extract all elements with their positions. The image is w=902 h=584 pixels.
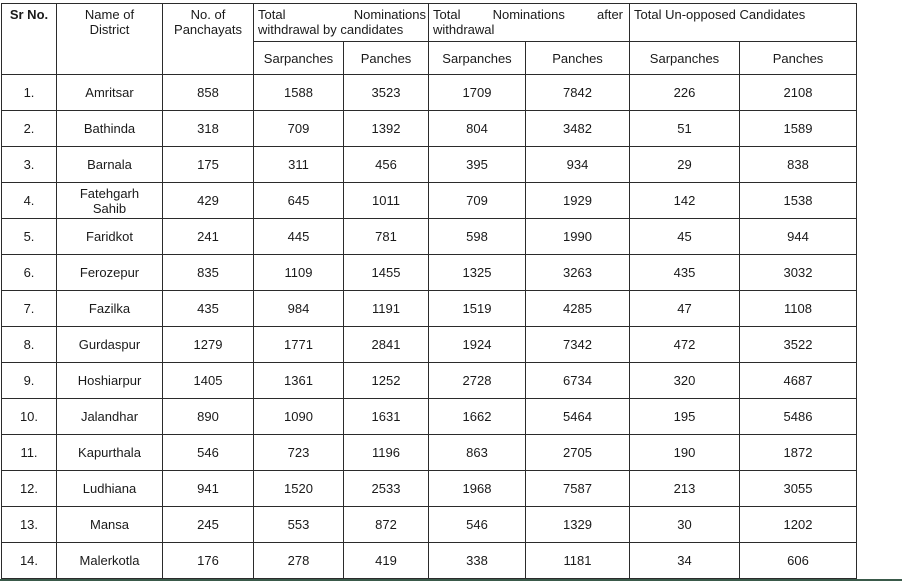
table-row [2,363,857,399]
district-header [57,4,163,75]
unopposed-panches-header: Panches [740,42,857,75]
after-panches-cell: 3482 [526,111,630,147]
after-sarpanches-cell: 1924 [429,327,526,363]
withdrawal-sarpanches-cell: 645 [254,183,344,219]
panchayats-cell: 835 [163,255,254,291]
withdrawal-panches-cell: 1392 [344,111,429,147]
after-sarpanches-cell: 546 [429,507,526,543]
table-row [2,255,857,291]
after-panches-cell: 7842 [526,75,630,111]
district-cell: Mansa [57,507,163,543]
after-header-word-nominations: Nominations [492,7,565,22]
sr-no-cell: 6. [2,255,57,291]
after-sarpanches-cell: 1662 [429,399,526,435]
unopposed-sarpanches-cell: 195 [630,399,740,435]
unopposed-panches-cell: 1538 [740,183,857,219]
withdrawal-panches-cell: 1196 [344,435,429,471]
after-panches-cell: 1990 [526,219,630,255]
after-sarpanches-cell: 598 [429,219,526,255]
unopposed-panches-cell: 1872 [740,435,857,471]
sr-no-cell: 2. [2,111,57,147]
after-sarpanches-cell: 2728 [429,363,526,399]
withdrawal-panches-cell: 1631 [344,399,429,435]
unopposed-sarpanches-cell: 34 [630,543,740,579]
unopposed-sarpanches-cell: 213 [630,471,740,507]
sr-no-cell: 14. [2,543,57,579]
after-sarpanches-cell: 709 [429,183,526,219]
withdrawal-panches-header: Panches [344,42,429,75]
panchayats-header [163,4,254,75]
withdrawal-sarpanches-cell: 278 [254,543,344,579]
nominations-table [1,3,857,579]
panchayats-cell: 176 [163,543,254,579]
unopposed-sarpanches-cell: 435 [630,255,740,291]
withdrawal-sarpanches-cell: 984 [254,291,344,327]
district-header-line1: Name of [84,7,135,22]
district-cell: Faridkot [57,219,163,255]
withdrawal-group-header [254,4,429,42]
after-panches-cell: 5464 [526,399,630,435]
after-panches-header: Panches [526,42,630,75]
withdrawal-sarpanches-cell: 709 [254,111,344,147]
after-sarpanches-cell: 1968 [429,471,526,507]
sr-no-cell: 5. [2,219,57,255]
panchayats-cell: 318 [163,111,254,147]
table-row [2,291,857,327]
unopposed-sarpanches-cell: 51 [630,111,740,147]
district-cell: Fatehgarh Sahib [57,183,163,219]
unopposed-sarpanches-cell: 142 [630,183,740,219]
unopposed-sarpanches-cell: 320 [630,363,740,399]
withdrawal-panches-cell: 456 [344,147,429,183]
sr-no-cell: 7. [2,291,57,327]
panchayats-cell: 890 [163,399,254,435]
sr-no-cell: 13. [2,507,57,543]
after-sarpanches-cell: 338 [429,543,526,579]
withdrawal-sarpanches-cell: 1588 [254,75,344,111]
withdrawal-sarpanches-cell: 445 [254,219,344,255]
after-withdrawal-group-header [429,4,630,42]
withdrawal-panches-cell: 2841 [344,327,429,363]
unopposed-sarpanches-cell: 47 [630,291,740,327]
table-row [2,435,857,471]
sr-no-cell: 11. [2,435,57,471]
after-sarpanches-cell: 1519 [429,291,526,327]
unopposed-panches-cell: 3522 [740,327,857,363]
withdrawal-panches-cell: 1455 [344,255,429,291]
district-cell: Gurdaspur [57,327,163,363]
unopposed-group-header: Total Un-opposed Candidates [630,4,857,42]
table-body [2,75,857,579]
after-panches-cell: 1929 [526,183,630,219]
after-sarpanches-cell: 804 [429,111,526,147]
withdrawal-header-line2: withdrawal by candidates [258,22,404,37]
table-row [2,183,857,219]
after-sarpanches-cell: 1709 [429,75,526,111]
unopposed-panches-cell: 5486 [740,399,857,435]
withdrawal-panches-cell: 2533 [344,471,429,507]
bottom-rule [0,579,902,581]
district-cell: Barnala [57,147,163,183]
sr-no-cell: 12. [2,471,57,507]
table-row [2,75,857,111]
unopposed-panches-cell: 1589 [740,111,857,147]
panchayats-cell: 546 [163,435,254,471]
after-panches-cell: 6734 [526,363,630,399]
sr-no-cell: 3. [2,147,57,183]
unopposed-panches-cell: 2108 [740,75,857,111]
withdrawal-panches-cell: 1191 [344,291,429,327]
table-row [2,327,857,363]
after-panches-cell: 7342 [526,327,630,363]
withdrawal-panches-cell: 419 [344,543,429,579]
sr-no-cell: 1. [2,75,57,111]
withdrawal-sarpanches-cell: 1090 [254,399,344,435]
after-panches-cell: 4285 [526,291,630,327]
district-cell: Ferozepur [57,255,163,291]
sr-no-cell: 4. [2,183,57,219]
after-panches-cell: 934 [526,147,630,183]
after-sarpanches-header: Sarpanches [429,42,526,75]
withdrawal-panches-cell: 1252 [344,363,429,399]
table-row [2,507,857,543]
table-header [2,4,857,75]
sr-no-cell: 9. [2,363,57,399]
withdrawal-panches-cell: 1011 [344,183,429,219]
unopposed-sarpanches-cell: 472 [630,327,740,363]
withdrawal-sarpanches-cell: 311 [254,147,344,183]
table-row [2,111,857,147]
sr-no-header: Sr No. [2,4,57,75]
district-header-line2: District [89,22,130,37]
withdrawal-sarpanches-header: Sarpanches [254,42,344,75]
after-header-word-total: Total [433,7,461,22]
panchayats-cell: 941 [163,471,254,507]
after-panches-cell: 7587 [526,471,630,507]
panchayats-header-line2: Panchayats [174,22,242,37]
panchayats-cell: 241 [163,219,254,255]
after-panches-cell: 1181 [526,543,630,579]
after-sarpanches-cell: 395 [429,147,526,183]
panchayats-cell: 435 [163,291,254,327]
unopposed-panches-cell: 3055 [740,471,857,507]
withdrawal-header-line1 [258,7,426,22]
unopposed-sarpanches-cell: 29 [630,147,740,183]
sr-no-cell: 10. [2,399,57,435]
withdrawal-panches-cell: 3523 [344,75,429,111]
district-cell: Amritsar [57,75,163,111]
unopposed-sarpanches-cell: 190 [630,435,740,471]
panchayats-cell: 429 [163,183,254,219]
withdrawal-header-word-nominations: Nominations [353,7,426,22]
table-row [2,471,857,507]
withdrawal-sarpanches-cell: 1361 [254,363,344,399]
panchayats-cell: 175 [163,147,254,183]
after-panches-cell: 2705 [526,435,630,471]
withdrawal-sarpanches-cell: 1771 [254,327,344,363]
panchayats-cell: 245 [163,507,254,543]
table-row [2,399,857,435]
after-header-line2: withdrawal [433,22,495,37]
unopposed-panches-cell: 838 [740,147,857,183]
table-row [2,219,857,255]
withdrawal-sarpanches-cell: 1109 [254,255,344,291]
district-cell: Bathinda [57,111,163,147]
district-cell: Fazilka [57,291,163,327]
table-row [2,147,857,183]
after-header-word-after: after [596,7,623,22]
withdrawal-panches-cell: 781 [344,219,429,255]
district-cell: Jalandhar [57,399,163,435]
district-cell: Hoshiarpur [57,363,163,399]
unopposed-sarpanches-cell: 45 [630,219,740,255]
district-cell: Ludhiana [57,471,163,507]
unopposed-panches-cell: 1202 [740,507,857,543]
withdrawal-sarpanches-cell: 1520 [254,471,344,507]
panchayats-cell: 858 [163,75,254,111]
after-sarpanches-cell: 1325 [429,255,526,291]
after-sarpanches-cell: 863 [429,435,526,471]
panchayats-cell: 1279 [163,327,254,363]
after-panches-cell: 1329 [526,507,630,543]
district-cell: Malerkotla [57,543,163,579]
withdrawal-sarpanches-cell: 723 [254,435,344,471]
unopposed-sarpanches-header: Sarpanches [630,42,740,75]
table-row [2,543,857,579]
withdrawal-header-word-total: Total [258,7,286,22]
sr-no-cell: 8. [2,327,57,363]
after-panches-cell: 3263 [526,255,630,291]
unopposed-sarpanches-cell: 226 [630,75,740,111]
panchayats-header-line1: No. of [190,7,226,22]
after-header-line1 [433,7,627,22]
panchayats-cell: 1405 [163,363,254,399]
unopposed-panches-cell: 3032 [740,255,857,291]
withdrawal-panches-cell: 872 [344,507,429,543]
unopposed-panches-cell: 4687 [740,363,857,399]
unopposed-panches-cell: 944 [740,219,857,255]
withdrawal-sarpanches-cell: 553 [254,507,344,543]
district-cell: Kapurthala [57,435,163,471]
unopposed-sarpanches-cell: 30 [630,507,740,543]
unopposed-panches-cell: 1108 [740,291,857,327]
unopposed-panches-cell: 606 [740,543,857,579]
